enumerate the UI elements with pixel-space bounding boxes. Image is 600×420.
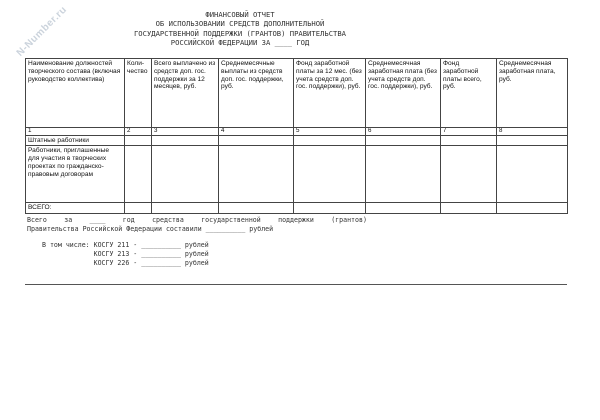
title-line-2: ОБ ИСПОЛЬЗОВАНИИ СРЕДСТВ ДОПОЛНИТЕЛЬНОЙ xyxy=(155,19,325,29)
empty-cell[interactable] xyxy=(366,135,441,146)
header-cell: Среднемесячная заработная плата (без учета средств доп. гос. поддержки), руб. xyxy=(366,59,441,128)
empty-cell[interactable] xyxy=(366,203,441,214)
row-label: Работники, приглашенные для участия в творческих проектах по гражданско-правовым договорам xyxy=(26,146,125,203)
header-cell: Среднемесячные выплаты из средств доп. гос. поддержки, руб. xyxy=(219,59,294,128)
column-number: 2 xyxy=(125,128,152,136)
header-cell: Фонд заработной платы за 12 мес. (без учета средств доп. гос. поддержки), руб. xyxy=(294,59,366,128)
empty-cell[interactable] xyxy=(219,203,294,214)
header-cell: Наименование должностей творческого состава (включая руководство коллектива) xyxy=(26,59,125,128)
title-line-3: ГОСУДАРСТВЕННОЙ ПОДДЕРЖКИ (ГРАНТОВ) ПРАВИТЕЛЬСТВА xyxy=(133,28,347,38)
header-cell: Среднемесячная заработная плата, руб. xyxy=(497,59,568,128)
title-line-1: ФИНАНСОВЫЙ ОТЧЕТ xyxy=(205,10,275,19)
empty-cell[interactable] xyxy=(125,203,152,214)
note-line-2: Правительства Российской Федерации составили __________ рублей xyxy=(27,224,274,233)
empty-cell[interactable] xyxy=(152,146,219,203)
empty-cell[interactable] xyxy=(125,146,152,203)
column-number: 8 xyxy=(497,128,568,136)
kosgu-line: КОСГУ 226 - __________ рублей xyxy=(42,259,209,267)
empty-cell[interactable] xyxy=(219,135,294,146)
total-note xyxy=(27,216,367,233)
empty-cell[interactable] xyxy=(366,146,441,203)
note-word: государственной xyxy=(201,216,261,224)
watermark: N-Number.ru xyxy=(14,4,70,59)
report-title xyxy=(90,10,390,48)
bottom-divider xyxy=(25,284,567,285)
row-label: Штатные работники xyxy=(26,135,125,146)
empty-cell[interactable] xyxy=(497,203,568,214)
empty-cell[interactable] xyxy=(152,203,219,214)
note-word: ____ xyxy=(89,216,106,224)
empty-cell[interactable] xyxy=(219,146,294,203)
kosgu-line: КОСГУ 213 - __________ рублей xyxy=(42,250,209,258)
note-word: за xyxy=(64,216,73,224)
note-word: поддержки xyxy=(278,216,314,224)
table-row xyxy=(26,135,568,146)
table-row xyxy=(26,203,568,214)
title-line-4: РОССИЙСКОЙ ФЕДЕРАЦИИ ЗА ____ ГОД xyxy=(170,38,310,48)
empty-cell[interactable] xyxy=(497,146,568,203)
column-number-row xyxy=(26,128,568,136)
table-header-row xyxy=(26,59,568,128)
empty-cell[interactable] xyxy=(497,135,568,146)
kosgu-breakdown xyxy=(42,241,209,268)
empty-cell[interactable] xyxy=(294,203,366,214)
header-cell: Всего выплачено из средств доп. гос. поддержки за 12 месяцев, руб. xyxy=(152,59,219,128)
note-word: год xyxy=(122,216,135,224)
column-number: 5 xyxy=(294,128,366,136)
row-label: ВСЕГО: xyxy=(26,203,125,214)
header-cell: Коли-чество xyxy=(125,59,152,128)
column-number: 6 xyxy=(366,128,441,136)
empty-cell[interactable] xyxy=(152,135,219,146)
empty-cell[interactable] xyxy=(294,146,366,203)
note-line-1 xyxy=(27,216,367,225)
note-word: средства xyxy=(152,216,184,224)
empty-cell[interactable] xyxy=(441,203,497,214)
kosgu-line: В том числе: КОСГУ 211 - __________ рублей xyxy=(42,241,209,249)
empty-cell[interactable] xyxy=(441,146,497,203)
column-number: 7 xyxy=(441,128,497,136)
note-word: Всего xyxy=(27,216,47,224)
report-table xyxy=(25,58,568,214)
header-cell: Фонд заработной платы всего, руб. xyxy=(441,59,497,128)
column-number: 1 xyxy=(26,128,125,136)
empty-cell[interactable] xyxy=(125,135,152,146)
column-number: 4 xyxy=(219,128,294,136)
empty-cell[interactable] xyxy=(441,135,497,146)
table-row xyxy=(26,146,568,203)
empty-cell[interactable] xyxy=(294,135,366,146)
column-number: 3 xyxy=(152,128,219,136)
note-word: (грантов) xyxy=(331,216,367,224)
